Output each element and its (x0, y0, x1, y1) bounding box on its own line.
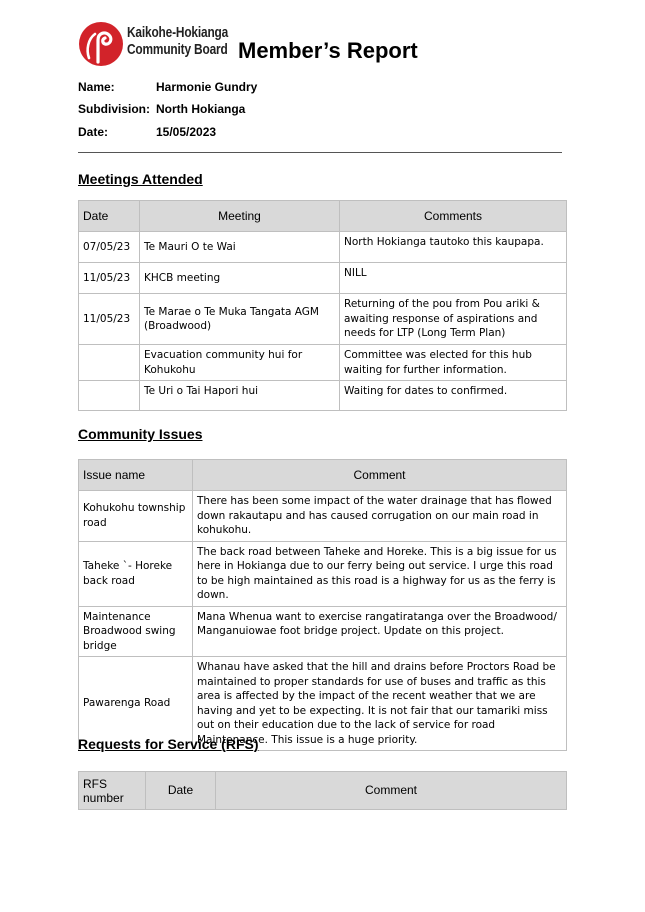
table-row (79, 381, 567, 411)
meeting-comment: North Hokianga tautoko this kaupapa. (340, 232, 567, 263)
column-header: Comment (216, 772, 567, 810)
subdivision-value: North Hokianga (156, 102, 246, 116)
meeting-comment: NILL (340, 263, 567, 294)
meeting-name: Evacuation community hui for Kohukohu (140, 345, 340, 381)
issue-name: Taheke `- Horeke back road (79, 541, 193, 606)
table-row (79, 294, 567, 345)
issue-comment: The back road between Taheke and Horeke. This is a big issue for us here in Hokianga due to our ferry being out service. I urge this road to be high maintained as this road is a highway for us as the ferry is down. (193, 541, 567, 606)
rfs-table (78, 771, 567, 810)
header-divider (78, 152, 562, 153)
issue-name: Maintenance Broadwood swing bridge (79, 606, 193, 657)
column-header: Comment (193, 460, 567, 491)
logo-line-1: Kaikohe-Hokianga (127, 25, 229, 41)
meeting-date (79, 381, 140, 411)
issue-comment: There has been some impact of the water drainage that has flowed down rakautapu and has caused corrugation on our main road in kohukohu. (193, 491, 567, 542)
rfs-header-row (79, 772, 567, 810)
column-header: RFS number (79, 772, 146, 810)
meetings-table (78, 200, 567, 411)
koru-logo-icon (78, 20, 124, 68)
column-header: Date (146, 772, 216, 810)
issue-comment: Whanau have asked that the hill and drains before Proctors Road be maintained to proper standards for use of buses and traffic as this area is affected by the impact of the recent weather that we are having and yet to be expecting. It is not fair that our tamariki miss out on their education due to the lack of service for road Maintenance. This issue is a huge priority. (193, 657, 567, 751)
table-row (79, 541, 567, 606)
meeting-name: KHCB meeting (140, 263, 340, 294)
issue-name: Pawarenga Road (79, 657, 193, 751)
name-label: Name: (78, 80, 115, 94)
meeting-date: 11/05/23 (79, 263, 140, 294)
column-header: Comments (340, 201, 567, 232)
date-label: Date: (78, 125, 109, 139)
meeting-date: 07/05/23 (79, 232, 140, 263)
issues-table (78, 459, 567, 751)
meetings-header-row (79, 201, 567, 232)
logo-wordmark (127, 25, 228, 59)
column-header: Meeting (140, 201, 340, 232)
table-row (79, 606, 567, 657)
page-title: Member’s Report (238, 38, 418, 63)
issue-comment: Mana Whenua want to exercise rangatiratanga over the Broadwood/ Manganuiowae foot bridge project. Update on this project. (193, 606, 567, 657)
table-row (79, 491, 567, 542)
subdivision-label: Subdivision: (78, 102, 150, 116)
meeting-date: 11/05/23 (79, 294, 140, 345)
meeting-date (79, 345, 140, 381)
meeting-comment: Returning of the pou from Pou ariki & awaiting response of aspirations and needs for LTP (Long Term Plan) (340, 294, 567, 345)
logo-line-2: Community Board (127, 42, 228, 58)
board-logo (78, 20, 228, 70)
rfs-heading: Requests for Service (RFS) (78, 736, 259, 752)
table-row (79, 263, 567, 294)
column-header: Date (79, 201, 140, 232)
issue-name: Kohukohu township road (79, 491, 193, 542)
meetings-heading: Meetings Attended (78, 171, 203, 187)
name-value: Harmonie Gundry (156, 80, 258, 94)
table-row (79, 232, 567, 263)
issues-heading: Community Issues (78, 426, 203, 442)
table-row (79, 345, 567, 381)
meeting-name: Te Uri o Tai Hapori hui (140, 381, 340, 411)
meeting-comment: Committee was elected for this hub waiting for further information. (340, 345, 567, 381)
meeting-name: Te Marae o Te Muka Tangata AGM (Broadwood) (140, 294, 340, 345)
column-header: Issue name (79, 460, 193, 491)
meeting-name: Te Mauri O te Wai (140, 232, 340, 263)
issues-header-row (79, 460, 567, 491)
date-value: 15/05/2023 (156, 125, 217, 139)
meeting-comment: Waiting for dates to confirmed. (340, 381, 567, 411)
